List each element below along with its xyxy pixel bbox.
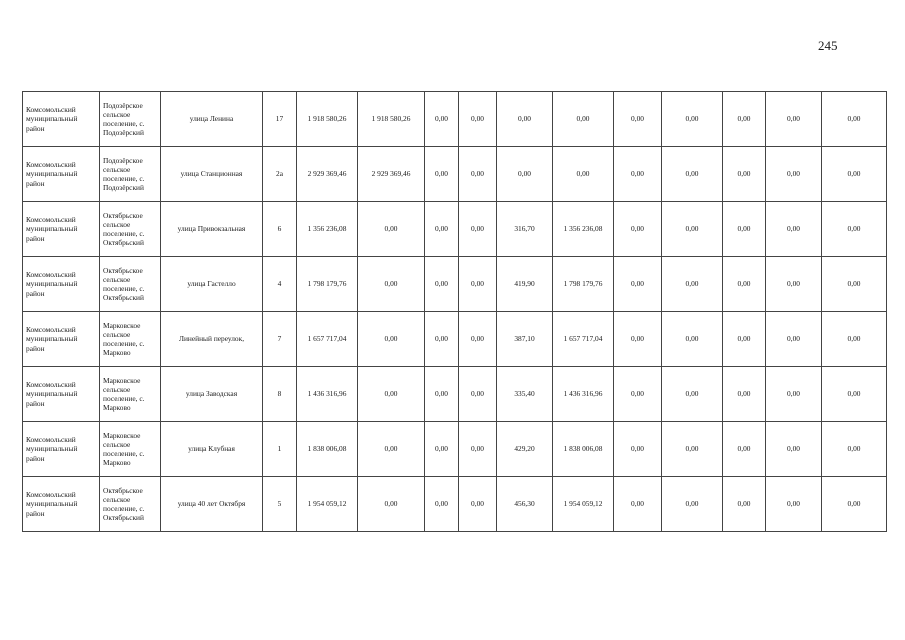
value-cell: 1 954 059,12 <box>297 477 358 532</box>
value-cell: 1 838 006,08 <box>297 422 358 477</box>
table-row <box>23 477 887 532</box>
value-cell: 1 798 179,76 <box>553 257 614 312</box>
street-cell: улица Ленина <box>161 92 263 147</box>
value-cell: 0,00 <box>459 202 497 257</box>
value-cell: 0,00 <box>425 477 459 532</box>
value-cell: 429,20 <box>497 422 553 477</box>
value-cell: 0,00 <box>358 202 425 257</box>
value-cell: 0,00 <box>459 422 497 477</box>
value-cell: 1 918 580,26 <box>297 92 358 147</box>
value-cell: 0,00 <box>425 147 459 202</box>
value-cell: 0,00 <box>662 312 723 367</box>
table-row <box>23 422 887 477</box>
value-cell: 0,00 <box>662 257 723 312</box>
value-cell: 1 356 236,08 <box>297 202 358 257</box>
value-cell: 0,00 <box>497 147 553 202</box>
value-cell: 0,00 <box>822 257 887 312</box>
value-cell: 0,00 <box>766 202 822 257</box>
house-number-cell: 7 <box>263 312 297 367</box>
settlement-cell: Подозёрское сельское поселение, с. Подозёрский <box>100 147 161 202</box>
street-cell: Линейный переулок, <box>161 312 263 367</box>
value-cell: 0,00 <box>553 147 614 202</box>
value-cell: 0,00 <box>459 312 497 367</box>
value-cell: 0,00 <box>459 257 497 312</box>
value-cell: 0,00 <box>459 477 497 532</box>
value-cell: 0,00 <box>822 312 887 367</box>
value-cell: 0,00 <box>723 477 766 532</box>
value-cell: 419,90 <box>497 257 553 312</box>
value-cell: 0,00 <box>723 92 766 147</box>
value-cell: 0,00 <box>425 312 459 367</box>
value-cell: 0,00 <box>723 312 766 367</box>
value-cell: 0,00 <box>425 367 459 422</box>
settlement-cell: Марковское сельское поселение, с. Марково <box>100 312 161 367</box>
value-cell: 0,00 <box>822 367 887 422</box>
value-cell: 0,00 <box>358 477 425 532</box>
value-cell: 1 918 580,26 <box>358 92 425 147</box>
district-cell: Комсомольский муниципальный район <box>23 422 100 477</box>
value-cell: 0,00 <box>614 422 662 477</box>
value-cell: 1 657 717,04 <box>297 312 358 367</box>
settlement-cell: Марковское сельское поселение, с. Марково <box>100 367 161 422</box>
value-cell: 0,00 <box>723 422 766 477</box>
value-cell: 0,00 <box>459 92 497 147</box>
value-cell: 316,70 <box>497 202 553 257</box>
value-cell: 456,30 <box>497 477 553 532</box>
value-cell: 0,00 <box>723 147 766 202</box>
district-cell: Комсомольский муниципальный район <box>23 92 100 147</box>
value-cell: 0,00 <box>358 257 425 312</box>
value-cell: 0,00 <box>766 312 822 367</box>
table-row <box>23 202 887 257</box>
settlement-cell: Марковское сельское поселение, с. Марково <box>100 422 161 477</box>
value-cell: 1 356 236,08 <box>553 202 614 257</box>
value-cell: 0,00 <box>822 147 887 202</box>
house-number-cell: 2а <box>263 147 297 202</box>
value-cell: 1 798 179,76 <box>297 257 358 312</box>
table-row <box>23 92 887 147</box>
value-cell: 0,00 <box>553 92 614 147</box>
value-cell: 1 657 717,04 <box>553 312 614 367</box>
house-number-cell: 17 <box>263 92 297 147</box>
table-row <box>23 147 887 202</box>
value-cell: 335,40 <box>497 367 553 422</box>
street-cell: улица Привокзальная <box>161 202 263 257</box>
value-cell: 0,00 <box>766 147 822 202</box>
street-cell: улица 40 лет Октября <box>161 477 263 532</box>
street-cell: улица Клубная <box>161 422 263 477</box>
district-cell: Комсомольский муниципальный район <box>23 257 100 312</box>
value-cell: 0,00 <box>822 202 887 257</box>
value-cell: 0,00 <box>662 477 723 532</box>
value-cell: 0,00 <box>459 147 497 202</box>
table-row <box>23 367 887 422</box>
value-cell: 0,00 <box>723 257 766 312</box>
settlement-cell: Октябрьское сельское поселение, с. Октябрьский <box>100 202 161 257</box>
value-cell: 0,00 <box>822 422 887 477</box>
value-cell: 0,00 <box>614 92 662 147</box>
district-cell: Комсомольский муниципальный район <box>23 147 100 202</box>
value-cell: 0,00 <box>662 202 723 257</box>
value-cell: 0,00 <box>614 257 662 312</box>
value-cell: 0,00 <box>662 422 723 477</box>
street-cell: улица Станционная <box>161 147 263 202</box>
value-cell: 0,00 <box>662 147 723 202</box>
value-cell: 0,00 <box>358 367 425 422</box>
value-cell: 0,00 <box>614 147 662 202</box>
value-cell: 0,00 <box>425 422 459 477</box>
value-cell: 0,00 <box>425 202 459 257</box>
value-cell: 0,00 <box>459 367 497 422</box>
table-row <box>23 257 887 312</box>
house-number-cell: 1 <box>263 422 297 477</box>
district-cell: Комсомольский муниципальный район <box>23 367 100 422</box>
value-cell: 0,00 <box>822 477 887 532</box>
value-cell: 0,00 <box>766 92 822 147</box>
house-number-cell: 6 <box>263 202 297 257</box>
district-cell: Комсомольский муниципальный район <box>23 202 100 257</box>
value-cell: 1 954 059,12 <box>553 477 614 532</box>
house-number-cell: 4 <box>263 257 297 312</box>
street-cell: улица Гастелло <box>161 257 263 312</box>
page-number: 245 <box>818 38 838 53</box>
value-cell: 0,00 <box>766 422 822 477</box>
table-row <box>23 312 887 367</box>
value-cell: 0,00 <box>723 202 766 257</box>
value-cell: 0,00 <box>614 312 662 367</box>
value-cell: 0,00 <box>766 477 822 532</box>
value-cell: 0,00 <box>614 477 662 532</box>
value-cell: 0,00 <box>723 367 766 422</box>
value-cell: 0,00 <box>497 92 553 147</box>
value-cell: 387,10 <box>497 312 553 367</box>
value-cell: 0,00 <box>822 92 887 147</box>
settlement-cell: Подозёрское сельское поселение, с. Подозёрский <box>100 92 161 147</box>
district-cell: Комсомольский муниципальный район <box>23 312 100 367</box>
table-body <box>23 92 887 532</box>
settlement-cell: Октябрьское сельское поселение, с. Октябрьский <box>100 257 161 312</box>
value-cell: 0,00 <box>425 257 459 312</box>
value-cell: 2 929 369,46 <box>297 147 358 202</box>
street-cell: улица Заводская <box>161 367 263 422</box>
value-cell: 0,00 <box>358 312 425 367</box>
value-cell: 0,00 <box>614 202 662 257</box>
value-cell: 2 929 369,46 <box>358 147 425 202</box>
buildings-table <box>22 91 887 532</box>
value-cell: 0,00 <box>766 367 822 422</box>
house-number-cell: 5 <box>263 477 297 532</box>
value-cell: 0,00 <box>662 92 723 147</box>
value-cell: 0,00 <box>425 92 459 147</box>
settlement-cell: Октябрьское сельское поселение, с. Октябрьский <box>100 477 161 532</box>
house-number-cell: 8 <box>263 367 297 422</box>
value-cell: 1 436 316,96 <box>297 367 358 422</box>
district-cell: Комсомольский муниципальный район <box>23 477 100 532</box>
value-cell: 1 436 316,96 <box>553 367 614 422</box>
value-cell: 0,00 <box>662 367 723 422</box>
value-cell: 0,00 <box>358 422 425 477</box>
value-cell: 0,00 <box>766 257 822 312</box>
value-cell: 0,00 <box>614 367 662 422</box>
value-cell: 1 838 006,08 <box>553 422 614 477</box>
